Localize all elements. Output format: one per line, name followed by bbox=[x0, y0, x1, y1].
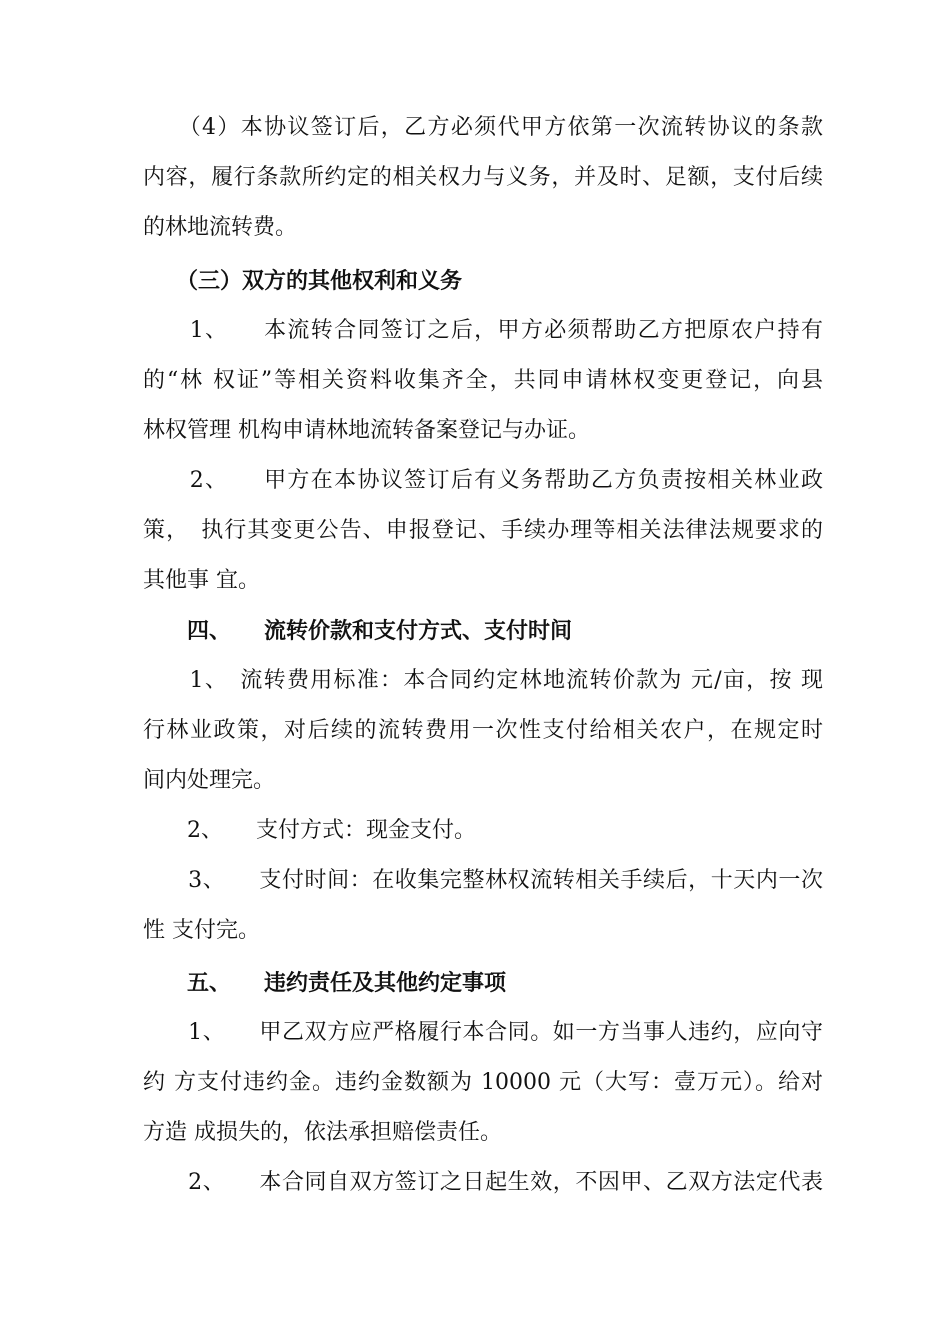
section-heading: 五、 违约责任及其他约定事项 bbox=[143, 970, 507, 996]
paragraph-line: 3、 支付时间：在收集完整林权流转相关手续后，十天内一次 bbox=[143, 868, 823, 893]
paragraph-line: 其他事 宜。 bbox=[143, 568, 260, 593]
paragraph-line: 1、 流转费用标准：本合同约定林地流转价款为 元/亩，按 现 bbox=[143, 668, 823, 693]
paragraph-line: 的林地流转费。 bbox=[143, 215, 298, 240]
paragraph-line: 林权管理 机构申请林地流转备案登记与办证。 bbox=[143, 418, 590, 443]
paragraph-line: （4）本协议签订后，乙方必须代甲方依第一次流转协议的条款 bbox=[143, 115, 823, 140]
paragraph-line: 2、 甲方在本协议签订后有义务帮助乙方负责按相关林业政 bbox=[143, 468, 823, 493]
paragraph-line: 方造 成损失的，依法承担赔偿责任。 bbox=[143, 1120, 502, 1145]
section-heading: （三）双方的其他权利和义务 bbox=[143, 268, 463, 294]
paragraph-line: 1、 本流转合同签订之后，甲方必须帮助乙方把原农户持有 bbox=[143, 318, 823, 343]
paragraph-line: 1、 甲乙双方应严格履行本合同。如一方当事人违约，应向守 bbox=[143, 1020, 823, 1045]
paragraph-line: 行林业政策，对后续的流转费用一次性支付给相关农户，在规定时 bbox=[143, 718, 823, 743]
section-heading: 四、 流转价款和支付方式、支付时间 bbox=[143, 618, 573, 644]
paragraph-line: 策， 执行其变更公告、申报登记、手续办理等相关法律法规要求的 bbox=[143, 518, 823, 543]
paragraph-line: 2、 支付方式：现金支付。 bbox=[143, 818, 476, 843]
paragraph-line: 性 支付完。 bbox=[143, 918, 260, 943]
paragraph-line: 的“林 权证”等相关资料收集齐全，共同申请林权变更登记，向县 bbox=[143, 368, 823, 393]
paragraph-line: 间内处理完。 bbox=[143, 768, 276, 793]
paragraph-line: 约 方支付违约金。违约金数额为 10000 元（大写：壹万元）。给对 bbox=[143, 1070, 823, 1095]
paragraph-line: 内容，履行条款所约定的相关权力与义务，并及时、足额，支付后续 bbox=[143, 165, 823, 190]
paragraph-line: 2、 本合同自双方签订之日起生效，不因甲、乙双方法定代表 bbox=[143, 1170, 823, 1195]
